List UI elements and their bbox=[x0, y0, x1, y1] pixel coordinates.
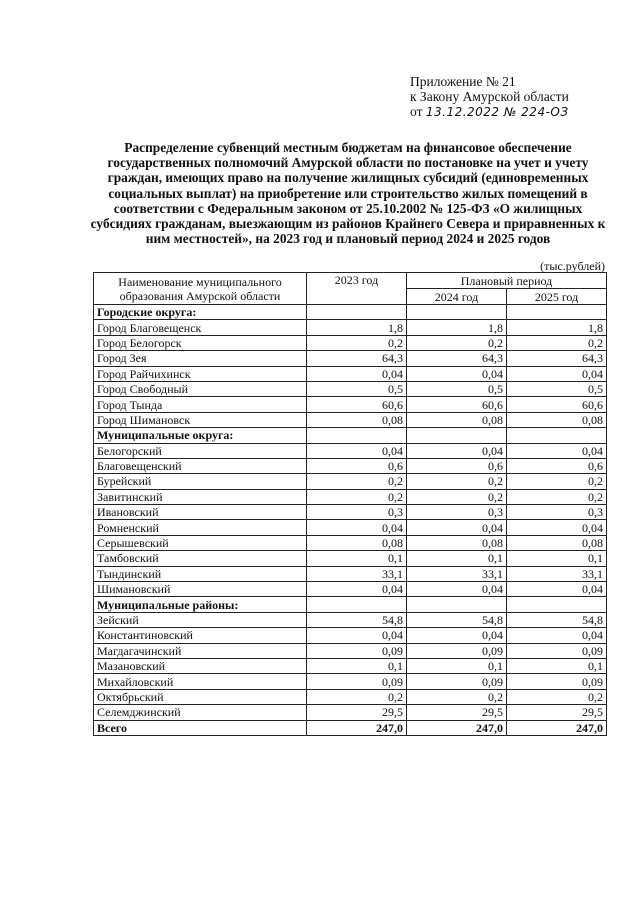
section-title-cell: Городские округа: bbox=[94, 305, 307, 320]
header-name-line2: образования Амурской области bbox=[119, 288, 281, 303]
value-cell-2025: 0,3 bbox=[507, 505, 607, 520]
value-cell-2024: 29,5 bbox=[407, 705, 507, 720]
value-cell-2023: 0,2 bbox=[307, 335, 407, 350]
value-cell-2023: 0,1 bbox=[307, 658, 407, 673]
value-cell-2024: 0,3 bbox=[407, 505, 507, 520]
table-row bbox=[94, 643, 607, 658]
appendix-date-line bbox=[410, 104, 569, 120]
value-cell-2025: 247,0 bbox=[507, 720, 607, 735]
municipality-name-cell: Селемджинский bbox=[94, 705, 307, 720]
value-cell-2025: 0,04 bbox=[507, 366, 607, 381]
header-name-cell bbox=[94, 273, 307, 305]
table-row bbox=[94, 366, 607, 381]
table-row bbox=[94, 658, 607, 673]
municipality-name-cell: Михайловский bbox=[94, 674, 307, 689]
value-cell-2025: 0,04 bbox=[507, 520, 607, 535]
value-cell-2025: 0,1 bbox=[507, 551, 607, 566]
value-cell-2023: 33,1 bbox=[307, 566, 407, 581]
value-cell-2025: 1,8 bbox=[507, 320, 607, 335]
value-cell-2024: 0,08 bbox=[407, 535, 507, 550]
value-cell-2023: 64,3 bbox=[307, 351, 407, 366]
value-cell-2024: 0,04 bbox=[407, 628, 507, 643]
value-cell-2023: 0,2 bbox=[307, 489, 407, 504]
municipality-name-cell: Зейский bbox=[94, 612, 307, 627]
table-row bbox=[94, 551, 607, 566]
empty-cell bbox=[407, 597, 507, 612]
table-row bbox=[94, 443, 607, 458]
value-cell-2024: 0,5 bbox=[407, 381, 507, 396]
municipality-name-cell: Город Белогорск bbox=[94, 335, 307, 350]
value-cell-2025: 0,09 bbox=[507, 643, 607, 658]
section-row bbox=[94, 597, 607, 612]
value-cell-2023: 0,2 bbox=[307, 474, 407, 489]
value-cell-2024: 64,3 bbox=[407, 351, 507, 366]
value-cell-2023: 0,09 bbox=[307, 643, 407, 658]
value-cell-2025: 0,08 bbox=[507, 535, 607, 550]
value-cell-2024: 1,8 bbox=[407, 320, 507, 335]
section-row bbox=[94, 305, 607, 320]
value-cell-2025: 0,04 bbox=[507, 443, 607, 458]
value-cell-2023: 0,04 bbox=[307, 582, 407, 597]
municipality-name-cell: Город Свободный bbox=[94, 381, 307, 396]
total-row bbox=[94, 720, 607, 735]
municipality-name-cell: Город Тында bbox=[94, 397, 307, 412]
appendix-number: Приложение № 21 bbox=[410, 74, 516, 89]
table-row bbox=[94, 335, 607, 350]
value-cell-2024: 247,0 bbox=[407, 720, 507, 735]
empty-cell bbox=[307, 305, 407, 320]
table-row bbox=[94, 320, 607, 335]
value-cell-2024: 0,04 bbox=[407, 366, 507, 381]
value-cell-2025: 0,1 bbox=[507, 658, 607, 673]
header-name-line1: Наименование муниципального bbox=[118, 274, 282, 289]
value-cell-2025: 0,09 bbox=[507, 674, 607, 689]
header-2024: 2024 год bbox=[407, 289, 507, 305]
value-cell-2023: 60,6 bbox=[307, 397, 407, 412]
value-cell-2023: 0,04 bbox=[307, 628, 407, 643]
table-row bbox=[94, 489, 607, 504]
municipality-name-cell: Город Благовещенск bbox=[94, 320, 307, 335]
empty-cell bbox=[407, 428, 507, 443]
value-cell-2025: 0,04 bbox=[507, 628, 607, 643]
value-cell-2025: 0,5 bbox=[507, 381, 607, 396]
handwritten-date-number: 13.12.2022 № 224-ОЗ bbox=[425, 105, 569, 119]
value-cell-2025: 64,3 bbox=[507, 351, 607, 366]
empty-cell bbox=[507, 305, 607, 320]
header-planned-period: Плановый период bbox=[407, 273, 607, 289]
section-row bbox=[94, 428, 607, 443]
value-cell-2024: 60,6 bbox=[407, 397, 507, 412]
municipality-name-cell: Город Зея bbox=[94, 351, 307, 366]
municipality-name-cell: Шимановский bbox=[94, 582, 307, 597]
appendix-block bbox=[410, 74, 569, 120]
section-title-cell: Муниципальные районы: bbox=[94, 597, 307, 612]
municipality-name-cell: Ивановский bbox=[94, 505, 307, 520]
value-cell-2025: 0,2 bbox=[507, 689, 607, 704]
value-cell-2024: 0,04 bbox=[407, 520, 507, 535]
municipality-name-cell: Тамбовский bbox=[94, 551, 307, 566]
value-cell-2024: 0,2 bbox=[407, 335, 507, 350]
value-cell-2024: 0,2 bbox=[407, 689, 507, 704]
table-header-row-1 bbox=[94, 273, 607, 289]
value-cell-2023: 0,08 bbox=[307, 412, 407, 427]
value-cell-2025: 0,2 bbox=[507, 489, 607, 504]
municipality-name-cell: Магдагачинский bbox=[94, 643, 307, 658]
value-cell-2025: 0,2 bbox=[507, 474, 607, 489]
value-cell-2025: 0,2 bbox=[507, 335, 607, 350]
empty-cell bbox=[507, 428, 607, 443]
municipality-name-cell: Мазановский bbox=[94, 658, 307, 673]
document-title: Распределение субвенций местным бюджетам на финансовое обеспечение государственных полномочий Амурской области по постановке на учет и учету граждан, имеющих право на получение жилищных субсидий (единовременных социальных выплат) на приобретение или строительство жилых помещений в соответствии с Федеральным законом от 25.10.2002 № 125-ФЗ «О жилищных субсидиях гражданам, выезжающим из районов Крайнего Севера и приравненных к ним местностей», на 2023 год и плановый период 2024 и 2025 годов bbox=[90, 140, 606, 247]
value-cell-2023: 0,1 bbox=[307, 551, 407, 566]
table-row bbox=[94, 474, 607, 489]
table-row bbox=[94, 397, 607, 412]
value-cell-2023: 0,09 bbox=[307, 674, 407, 689]
value-cell-2025: 54,8 bbox=[507, 612, 607, 627]
value-cell-2024: 0,2 bbox=[407, 489, 507, 504]
appendix-law: к Закону Амурской области bbox=[410, 89, 569, 104]
municipality-name-cell: Белогорский bbox=[94, 443, 307, 458]
table-row bbox=[94, 705, 607, 720]
value-cell-2023: 0,04 bbox=[307, 443, 407, 458]
value-cell-2023: 1,8 bbox=[307, 320, 407, 335]
value-cell-2025: 60,6 bbox=[507, 397, 607, 412]
table-row bbox=[94, 535, 607, 550]
municipality-name-cell: Ромненский bbox=[94, 520, 307, 535]
value-cell-2023: 247,0 bbox=[307, 720, 407, 735]
section-title-cell: Муниципальные округа: bbox=[94, 428, 307, 443]
table-row bbox=[94, 381, 607, 396]
value-cell-2023: 0,04 bbox=[307, 520, 407, 535]
municipality-name-cell: Октябрьский bbox=[94, 689, 307, 704]
table-row bbox=[94, 351, 607, 366]
value-cell-2024: 0,6 bbox=[407, 458, 507, 473]
value-cell-2023: 0,2 bbox=[307, 689, 407, 704]
value-cell-2025: 0,6 bbox=[507, 458, 607, 473]
value-cell-2023: 0,04 bbox=[307, 366, 407, 381]
value-cell-2024: 0,1 bbox=[407, 658, 507, 673]
header-2025: 2025 год bbox=[507, 289, 607, 305]
header-2023: 2023 год bbox=[307, 273, 407, 305]
value-cell-2024: 0,09 bbox=[407, 643, 507, 658]
value-cell-2023: 0,5 bbox=[307, 381, 407, 396]
municipality-name-cell: Тындинский bbox=[94, 566, 307, 581]
value-cell-2024: 33,1 bbox=[407, 566, 507, 581]
value-cell-2023: 54,8 bbox=[307, 612, 407, 627]
table-row bbox=[94, 582, 607, 597]
appendix-date-prefix: от bbox=[410, 104, 423, 119]
table-row bbox=[94, 628, 607, 643]
table-row bbox=[94, 458, 607, 473]
value-cell-2023: 0,08 bbox=[307, 535, 407, 550]
municipality-name-cell: Серышевский bbox=[94, 535, 307, 550]
value-cell-2024: 0,08 bbox=[407, 412, 507, 427]
value-cell-2024: 0,1 bbox=[407, 551, 507, 566]
subvention-table bbox=[93, 272, 607, 736]
units-label: (тыс.рублей) bbox=[540, 259, 605, 273]
value-cell-2024: 0,04 bbox=[407, 443, 507, 458]
value-cell-2024: 0,2 bbox=[407, 474, 507, 489]
value-cell-2023: 29,5 bbox=[307, 705, 407, 720]
table-row bbox=[94, 520, 607, 535]
value-cell-2025: 0,08 bbox=[507, 412, 607, 427]
empty-cell bbox=[407, 305, 507, 320]
empty-cell bbox=[507, 597, 607, 612]
table-row bbox=[94, 566, 607, 581]
value-cell-2025: 0,04 bbox=[507, 582, 607, 597]
empty-cell bbox=[307, 428, 407, 443]
value-cell-2024: 0,04 bbox=[407, 582, 507, 597]
municipality-name-cell: Благовещенский bbox=[94, 458, 307, 473]
municipality-name-cell: Завитинский bbox=[94, 489, 307, 504]
municipality-name-cell: Константиновский bbox=[94, 628, 307, 643]
table-row bbox=[94, 505, 607, 520]
value-cell-2024: 0,09 bbox=[407, 674, 507, 689]
table-row bbox=[94, 674, 607, 689]
value-cell-2023: 0,3 bbox=[307, 505, 407, 520]
table-row bbox=[94, 612, 607, 627]
value-cell-2025: 33,1 bbox=[507, 566, 607, 581]
municipality-name-cell: Город Райчихинск bbox=[94, 366, 307, 381]
value-cell-2025: 29,5 bbox=[507, 705, 607, 720]
municipality-name-cell: Бурейский bbox=[94, 474, 307, 489]
table-row bbox=[94, 412, 607, 427]
value-cell-2024: 54,8 bbox=[407, 612, 507, 627]
value-cell-2023: 0,6 bbox=[307, 458, 407, 473]
municipality-name-cell: Всего bbox=[94, 720, 307, 735]
table-row bbox=[94, 689, 607, 704]
municipality-name-cell: Город Шимановск bbox=[94, 412, 307, 427]
empty-cell bbox=[307, 597, 407, 612]
